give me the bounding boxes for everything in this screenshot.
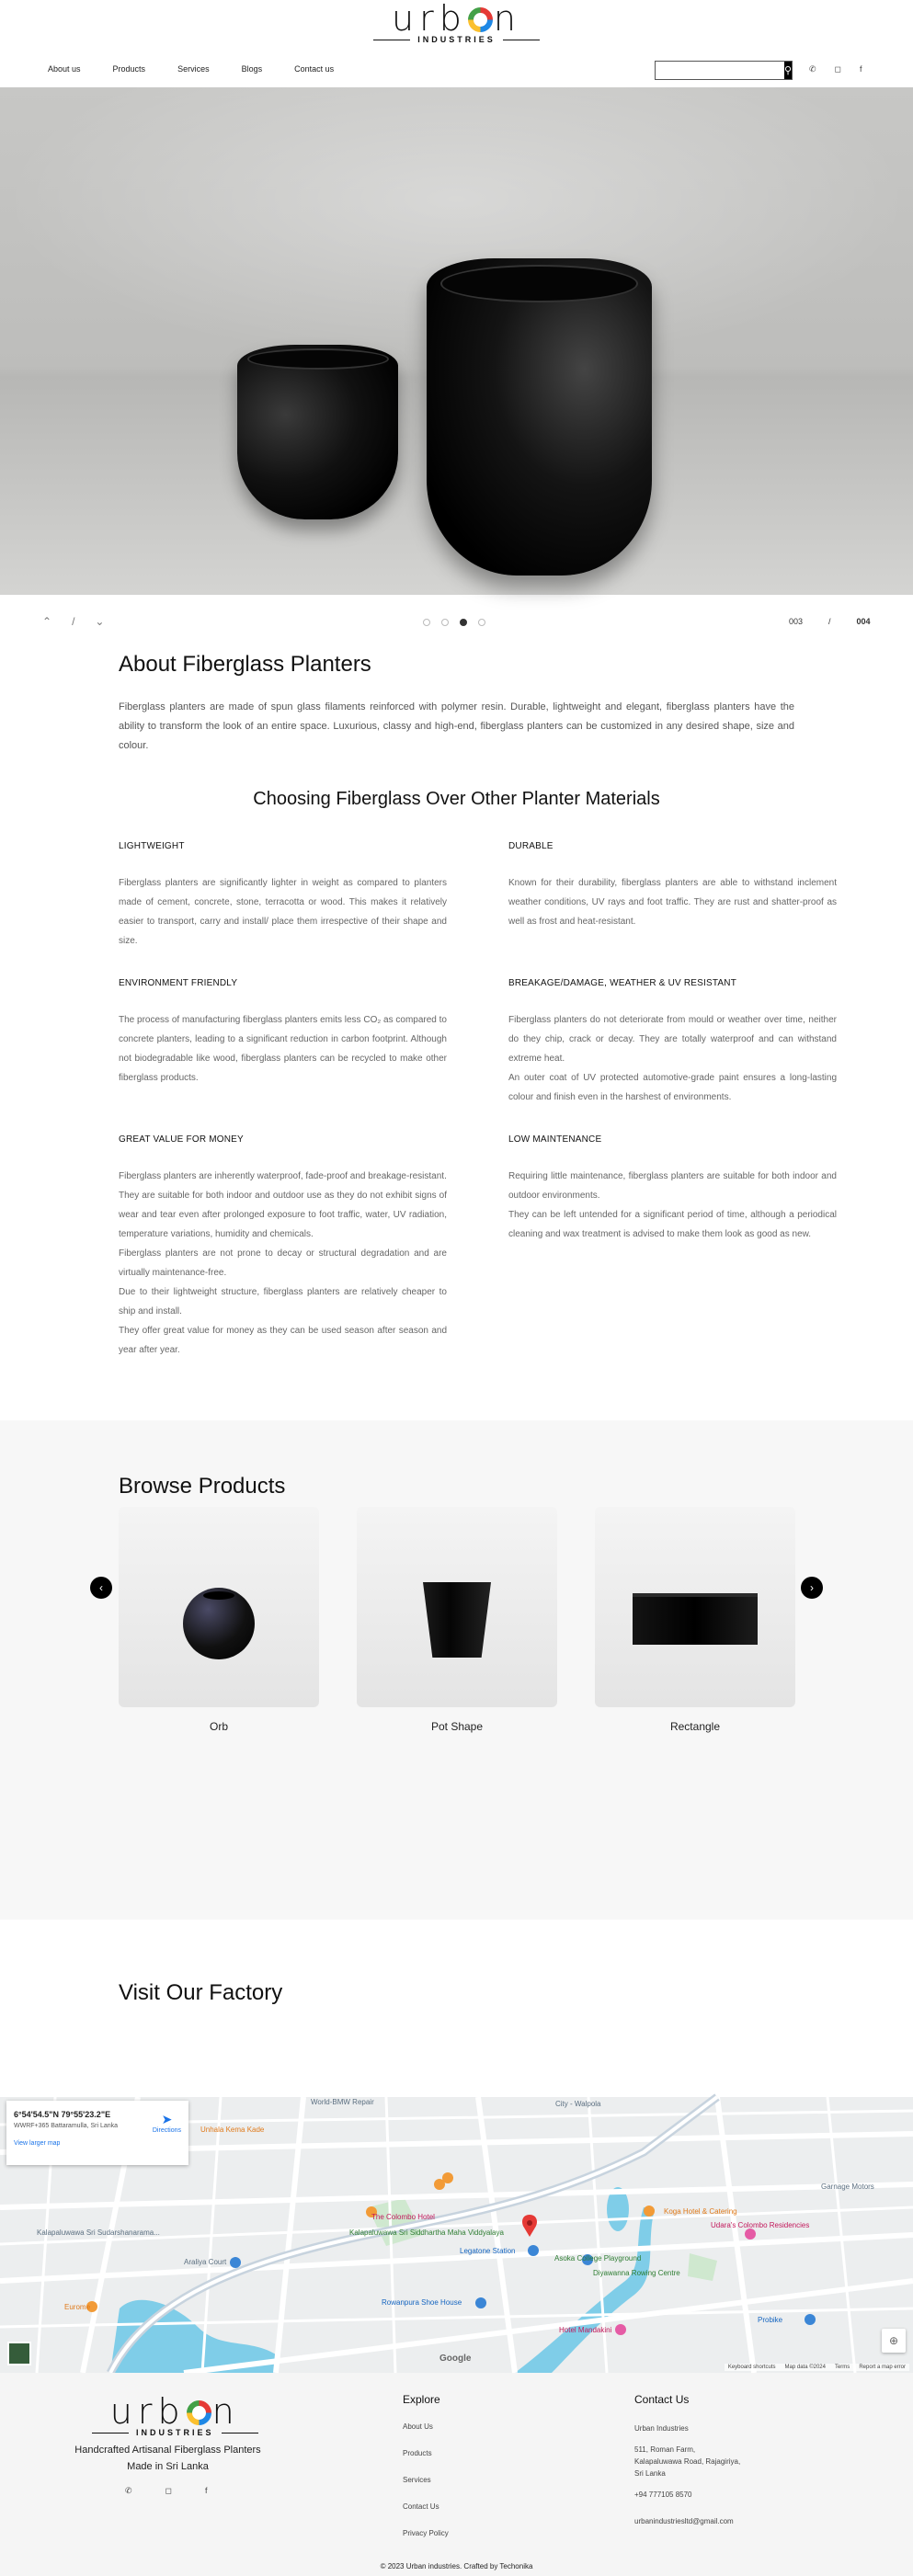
whatsapp-icon[interactable]: ✆ (125, 2486, 132, 2495)
feature-title: ENVIRONMENT FRIENDLY (119, 978, 238, 988)
feature-title: LIGHTWEIGHT (119, 841, 185, 851)
feature-title: GREAT VALUE FOR MONEY (119, 1134, 244, 1145)
chevron-left-icon: ‹ (99, 1581, 103, 1594)
view-larger-map-link[interactable]: View larger map (14, 2140, 61, 2147)
map-attribution (725, 2364, 909, 2371)
keyboard-shortcuts-link[interactable]: Keyboard shortcuts (727, 2365, 776, 2370)
map-label: Unhala Kema Kade (200, 2126, 265, 2134)
nav-contact-us[interactable]: Contact us (294, 64, 335, 74)
site-footer (0, 2373, 913, 2576)
map-label: City - Walpola (555, 2100, 601, 2108)
feature-text: Fiberglass planters do not deteriorate from mould or weather over time, neither do they chip, crack or decay. They are totally waterproof and can withstand extreme heat. (508, 1015, 837, 1064)
feature-durable (508, 841, 837, 951)
about-title: About Fiberglass Planters (119, 652, 371, 677)
product-image (119, 1507, 319, 1707)
product-image (357, 1507, 557, 1707)
chevron-right-icon: › (810, 1581, 814, 1594)
logo-subtitle: INDUSTRIES (136, 2428, 214, 2437)
carousel-prev-button[interactable] (90, 1577, 112, 1599)
feature-text: Known for their durability, fiberglass planters are able to withstand inclement weather conditions, UV rays and foot traffic. They are rust and shatter-proof as well as frost and heat-resistant. (508, 878, 837, 927)
factory-title: Visit Our Factory (119, 1980, 283, 2005)
map-location-control[interactable] (882, 2329, 906, 2353)
search-input[interactable] (656, 62, 784, 79)
feature-value (119, 1134, 447, 1360)
feature-text: Fiberglass planters are significantly lighter in weight as compared to planters made of cement, concrete, stone, terracotta or wood. This makes it relatively easier to transport, carry and install/ place them irrespective of their shape and size. (119, 878, 447, 946)
map-label: Garnage Motors (821, 2183, 874, 2191)
main-nav (48, 64, 334, 74)
search-icon: ⚲ (784, 65, 793, 76)
search-box (655, 61, 793, 80)
factory-section (0, 1920, 913, 2097)
footer-link-about-us[interactable]: About Us (403, 2422, 433, 2431)
header-social (809, 64, 862, 74)
feature-title: DURABLE (508, 841, 554, 851)
feature-lightweight (119, 841, 447, 951)
map-label: Hotel Mandakini (559, 2326, 612, 2334)
contact-name: Urban Industries (634, 2424, 689, 2433)
google-logo: Google (439, 2354, 472, 2364)
footer-origin: Made in Sri Lanka (127, 2461, 209, 2472)
about-intro: Fiberglass planters are made of spun glass filaments reinforced with polymer resin. Durable, lightweight and elegant, fiberglass planters have the ability to transform the look of an entire space. Luxurious, classy and high-end, fiberglass planters can be customized in any desired shape, size and colour. (119, 701, 794, 751)
explore-title: Explore (403, 2393, 440, 2406)
footer-link-services[interactable]: Services (403, 2476, 431, 2484)
product-card-rectangle[interactable] (595, 1507, 795, 1733)
nav-blogs[interactable]: Blogs (241, 64, 263, 74)
logo-color-ring-icon (468, 7, 493, 32)
contact-address-line: Kalapaluwawa Road, Rajagiriya, (634, 2457, 741, 2466)
contact-phone[interactable]: +94 777105 8570 (634, 2491, 692, 2499)
feature-text: They offer great value for money as they can be used season after season and year after year. (119, 1326, 447, 1355)
product-name: Pot Shape (430, 1720, 484, 1733)
footer-contact (634, 2393, 740, 2527)
search-button[interactable] (784, 62, 792, 79)
slash-icon: / (72, 615, 75, 628)
footer-social (125, 2486, 208, 2496)
google-map[interactable] (0, 2097, 913, 2373)
feature-text: Fiberglass planters are not prone to decay or structural degradation and are virtually maintenance-free. (119, 1248, 447, 1278)
product-name: Rectangle (669, 1720, 721, 1733)
product-image (595, 1507, 795, 1707)
footer-tagline: Handcrafted Artisanal Fiberglass Planters (74, 2445, 261, 2456)
browse-title: Browse Products (119, 1474, 286, 1499)
nav-about-us[interactable]: About us (48, 64, 81, 74)
map-label: Araliya Court (184, 2258, 227, 2266)
hero-large-pot (427, 258, 652, 576)
hero-counter-current: 003 (789, 617, 804, 626)
directions-icon: ➤ (161, 2112, 173, 2126)
browse-products-section (0, 1420, 913, 1920)
whatsapp-icon[interactable]: ✆ (809, 64, 816, 74)
product-name: Orb (209, 1720, 228, 1733)
map-label: Udara's Colombo Residencies (711, 2221, 810, 2229)
footer-link-privacy-policy[interactable]: Privacy Policy (403, 2529, 449, 2537)
about-section (0, 595, 913, 1387)
nav-products[interactable]: Products (112, 64, 146, 74)
hero-small-pot (237, 345, 398, 519)
feature-text: They are suitable for both indoor and outdoor use as they do not exhibit signs of wear and tear even after prolonged exposure to foot traffic, water, UV radiation, temperature variations, humidity and chemicals. (119, 1191, 447, 1239)
contact-address-line: 511, Roman Farm, (634, 2445, 696, 2454)
hero-dot-1[interactable] (423, 619, 430, 626)
map-label: The Colombo Hotel (371, 2213, 435, 2221)
feature-text: The process of manufacturing fiberglass planters emits less CO₂ as compared to concrete planters, leading to a significant reduction in carbon footprint. Although not biodegradable like wood, fiberglass planters can be recycled to make other fiberglass products. (119, 1015, 447, 1083)
product-carousel (119, 1507, 794, 1733)
site-header (0, 0, 913, 87)
chevron-up-icon[interactable]: ⌃ (42, 615, 52, 628)
map-data-text: Map data ©2024 (784, 2365, 826, 2370)
map-label: Kalapaluwawa Sri Siddhartha Maha Viddyalaya (349, 2228, 504, 2237)
logo-subtitle: INDUSTRIES (417, 35, 496, 44)
map-info-card (6, 2101, 188, 2165)
hero-counter-next: 004 (856, 617, 871, 626)
logo[interactable] (0, 0, 913, 44)
footer-explore (403, 2393, 449, 2556)
map-label: Koga Hotel & Catering (664, 2207, 737, 2216)
map-satellite-toggle[interactable] (7, 2342, 31, 2365)
feature-text: An outer coat of UV protected automotive-grade paint ensures a long-lasting colour and finish even in the harshest of environments. (508, 1073, 837, 1102)
terms-link[interactable]: Terms (834, 2365, 850, 2370)
contact-email[interactable]: urbanindustriesltd@gmail.com (634, 2517, 734, 2525)
logo-wordmark: urb n (109, 2391, 240, 2432)
feature-text: Fiberglass planters are inherently waterproof, fade-proof and breakage-resistant. (119, 1171, 447, 1181)
feature-text: They can be left untended for a significant period of time, although a periodical cleaning and wax treatment is advised to make them look as good as new. (508, 1210, 837, 1239)
facebook-icon[interactable]: f (205, 2486, 208, 2495)
hero-dot-3[interactable] (460, 619, 467, 626)
directions-label: Directions (152, 2127, 181, 2134)
pot-planter-image (423, 1582, 491, 1658)
feature-title: BREAKAGE/DAMAGE, WEATHER & UV RESISTANT (508, 978, 737, 988)
features-grid (119, 841, 837, 1387)
product-card-pot-shape[interactable] (357, 1507, 557, 1733)
feature-breakage (508, 978, 837, 1107)
map-coords: 6°54'54.5"N 79°55'23.2"E (14, 2110, 111, 2119)
map-label: Rowanpura Shoe House (382, 2298, 462, 2307)
footer-link-products[interactable]: Products (403, 2449, 432, 2457)
logo-wordmark: urb n (392, 0, 521, 39)
hero-arrows (42, 615, 104, 628)
copyright: © 2023 Urban industries. Crafted by Techonika (380, 2562, 533, 2570)
footer-link-contact-us[interactable]: Contact Us (403, 2502, 439, 2511)
carousel-next-button[interactable] (801, 1577, 823, 1599)
map-label: Diyawanna Rowing Centre (593, 2269, 680, 2277)
feature-environment (119, 978, 447, 1107)
about-subtitle: Choosing Fiberglass Over Other Planter Materials (253, 789, 660, 809)
contact-address-line: Sri Lanka (634, 2469, 666, 2478)
orb-planter-image (183, 1588, 255, 1659)
instagram-icon[interactable]: ◻ (165, 2486, 173, 2495)
directions-button[interactable] (153, 2112, 181, 2134)
footer-logo[interactable] (92, 2393, 258, 2437)
feature-text: Requiring little maintenance, fiberglass planters are suitable for both indoor and outdoor environments. (508, 1171, 837, 1201)
map-label: Legatone Station (460, 2247, 516, 2255)
hero-slider (0, 87, 913, 628)
hero-dot-4[interactable] (478, 619, 485, 626)
map-label: Asoka College Playground (554, 2254, 642, 2263)
hero-counter: 003 / 004 (789, 617, 871, 626)
map-address: WWRF+365 Battaramulla, Sri Lanka (14, 2123, 119, 2129)
contact-title: Contact Us (634, 2393, 690, 2406)
facebook-icon[interactable]: f (860, 64, 862, 74)
feature-text: Due to their lightweight structure, fiberglass planters are relatively cheaper to ship and install. (119, 1287, 447, 1316)
hero-dots (423, 619, 485, 626)
instagram-icon[interactable]: ◻ (834, 64, 842, 74)
map-label: World-BMW Repair (311, 2098, 374, 2106)
nav-services[interactable]: Services (177, 64, 210, 74)
feature-maintenance (508, 1134, 837, 1360)
map-label: Probike (758, 2316, 783, 2324)
map-label: Eurome (64, 2303, 91, 2311)
hero-dot-2[interactable] (441, 619, 449, 626)
crosshair-icon: ⊕ (888, 2334, 899, 2347)
map-label: Kalapaluwawa Sri Sudarshanarama... (37, 2228, 160, 2237)
chevron-down-icon[interactable]: ⌄ (95, 615, 105, 628)
feature-title: LOW MAINTENANCE (508, 1134, 602, 1145)
report-error-link[interactable]: Report a map error (859, 2365, 906, 2370)
rectangle-planter-image (633, 1593, 758, 1645)
product-card-orb[interactable] (119, 1507, 319, 1733)
logo-color-ring-icon (187, 2400, 211, 2425)
